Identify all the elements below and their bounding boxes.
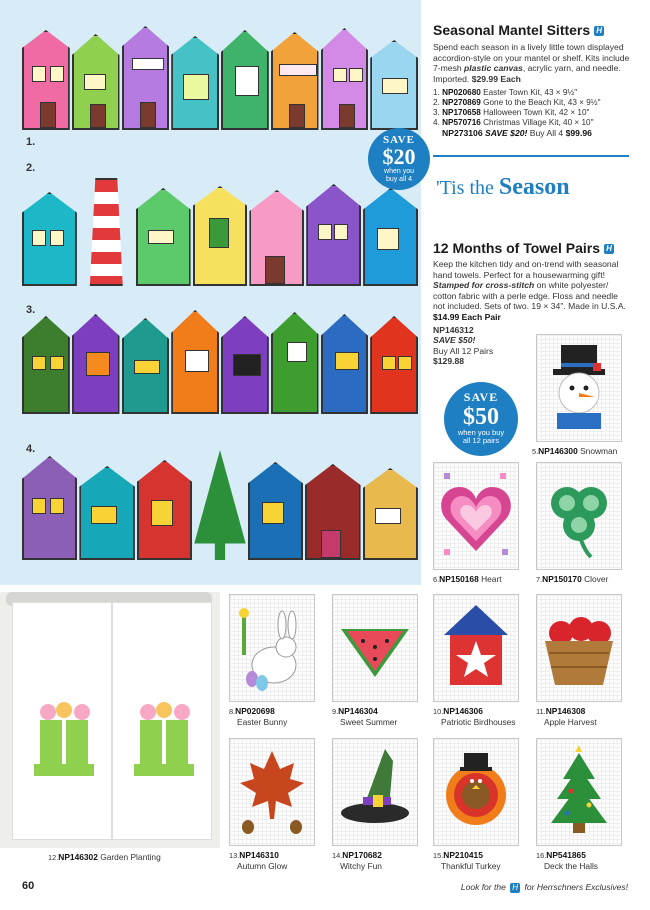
witchy-fun-tile bbox=[332, 738, 418, 846]
witch-hat-image bbox=[333, 739, 417, 845]
house bbox=[221, 30, 269, 130]
house bbox=[271, 32, 319, 130]
house bbox=[79, 178, 134, 286]
towels-description: Keep the kitchen tidy and on-trend with seasonal hand towels. Perfect for a housewarming gift! Stamped for cross-stitch on white polyester/ cotton fabric with a perle edge. Floss and needle not included. Sets of two. 19 × 34". Made in U.S.A. bbox=[433, 259, 626, 312]
house bbox=[248, 462, 303, 560]
easter-town-row bbox=[22, 22, 418, 130]
watermelon-image bbox=[333, 595, 417, 701]
product-caption: 10.NP146306 Patriotic Birdhouses bbox=[433, 706, 516, 727]
easter-bunny-image bbox=[230, 595, 314, 701]
autumn-glow-tile bbox=[229, 738, 315, 846]
house bbox=[221, 316, 269, 414]
house bbox=[271, 312, 319, 414]
clover-image bbox=[537, 463, 621, 569]
row-label: 4. bbox=[26, 443, 36, 455]
house bbox=[305, 464, 360, 560]
christmas-tree bbox=[194, 450, 245, 560]
tis-the-season-heading: 'Tis the Season bbox=[436, 174, 570, 200]
row-label: 3. bbox=[26, 304, 36, 316]
birdhouse-image bbox=[434, 595, 518, 701]
mantel-title: Seasonal Mantel Sitters H bbox=[433, 22, 633, 38]
maple-leaf-image bbox=[230, 739, 314, 845]
snowman-image bbox=[537, 335, 621, 441]
kit-item: 1. NP020680 Easter Town Kit, 43 × 9½" bbox=[433, 88, 578, 98]
house bbox=[79, 466, 134, 560]
beach-town-row bbox=[22, 174, 418, 286]
section-divider bbox=[433, 155, 629, 157]
mantel-description: Spend each season in a lively little town displayed accordion-style on your mantel or shelf. Kits include 7-mesh plastic canvas, acrylic yarn, and needle. Imported. $29.99 Each bbox=[433, 42, 630, 84]
heart-tile bbox=[433, 462, 519, 570]
turkey-image bbox=[434, 739, 518, 845]
exclusives-note: Look for the H for Herrschners Exclusives! bbox=[460, 882, 628, 892]
house bbox=[193, 186, 248, 286]
house bbox=[72, 314, 120, 414]
house bbox=[22, 30, 70, 130]
apple-basket-image bbox=[537, 595, 621, 701]
product-caption: 7.NP150170 Clover bbox=[536, 574, 609, 584]
towels-bundle: NP146312 SAVE $50! Buy All 12 Pairs $129.88 bbox=[433, 324, 494, 367]
apple-harvest-tile bbox=[536, 594, 622, 702]
mantel-copy bbox=[433, 22, 633, 138]
halloween-town-row bbox=[22, 306, 418, 414]
house bbox=[321, 314, 369, 414]
house bbox=[22, 456, 77, 560]
easter-bunny-tile bbox=[229, 594, 315, 702]
product-caption: 5.NP146300 Snowman bbox=[532, 446, 618, 456]
house bbox=[306, 184, 361, 286]
herrschners-exclusive-icon: H bbox=[594, 26, 604, 36]
garden-towels-photo bbox=[0, 592, 220, 848]
deck-the-halls-tile bbox=[536, 738, 622, 846]
save-20-badge: SAVE $20 when you buy all 4 bbox=[368, 128, 430, 190]
patriotic-birdhouses-tile bbox=[433, 594, 519, 702]
product-caption: 9.NP146304 Sweet Summer bbox=[332, 706, 398, 727]
product-caption: 11.NP146308 Apple Harvest bbox=[536, 706, 597, 727]
christmas-village-row bbox=[22, 450, 418, 560]
christmas-tree-image bbox=[537, 739, 621, 845]
house bbox=[171, 310, 219, 414]
herrschners-exclusive-icon: H bbox=[604, 244, 614, 254]
house bbox=[321, 28, 369, 130]
towels-price: $14.99 Each Pair bbox=[433, 311, 501, 322]
house bbox=[370, 316, 418, 414]
kit-item: 3. NP170658 Halloween Town Kit, 42 × 10" bbox=[433, 108, 590, 118]
house bbox=[22, 316, 70, 414]
save-50-badge: SAVE $50 when you buy all 12 pairs bbox=[444, 382, 518, 456]
rain-boots-image bbox=[130, 702, 202, 782]
thankful-turkey-tile bbox=[433, 738, 519, 846]
kit-item: 2. NP270869 Gone to the Beach Kit, 43 × 9½" bbox=[433, 98, 601, 108]
rain-boots-image bbox=[30, 702, 102, 782]
heart-image bbox=[434, 463, 518, 569]
house bbox=[122, 318, 170, 414]
kit-item: 4. NP570716 Christmas Village Kit, 40 × 10" bbox=[433, 118, 594, 128]
house bbox=[136, 188, 191, 286]
snowman-tile bbox=[536, 334, 622, 442]
product-caption: 13.NP146310 Autumn Glow bbox=[229, 850, 288, 871]
house bbox=[363, 188, 418, 286]
mantel-price: $29.99 Each bbox=[471, 73, 521, 84]
row-label: 2. bbox=[26, 162, 36, 174]
bundle-line: NP273106 SAVE $20! Buy All 4 $99.96 bbox=[442, 128, 592, 139]
product-caption: 6.NP150168 Heart bbox=[433, 574, 502, 584]
house bbox=[249, 190, 304, 286]
product-caption: 16.NP541865 Deck the Halls bbox=[536, 850, 598, 871]
herrschners-exclusive-icon: H bbox=[510, 883, 520, 893]
product-caption: 14.NP170682 Witchy Fun bbox=[332, 850, 382, 871]
page-number: 60 bbox=[22, 880, 35, 892]
house bbox=[122, 26, 170, 130]
product-caption: 12.NP146302 Garden Planting bbox=[48, 852, 161, 862]
house bbox=[171, 36, 219, 130]
product-caption: 8.NP020698 Easter Bunny bbox=[229, 706, 288, 727]
house bbox=[72, 34, 120, 130]
clover-tile bbox=[536, 462, 622, 570]
house bbox=[370, 40, 418, 130]
house bbox=[22, 192, 77, 286]
mantel-photo-panel bbox=[0, 0, 421, 585]
sweet-summer-tile bbox=[332, 594, 418, 702]
kit-list bbox=[433, 88, 633, 138]
row-label: 1. bbox=[26, 136, 36, 148]
house bbox=[137, 460, 192, 560]
product-caption: 15.NP210415 Thankful Turkey bbox=[433, 850, 501, 871]
towels-title: 12 Months of Towel Pairs H bbox=[433, 240, 629, 256]
house bbox=[363, 468, 418, 560]
